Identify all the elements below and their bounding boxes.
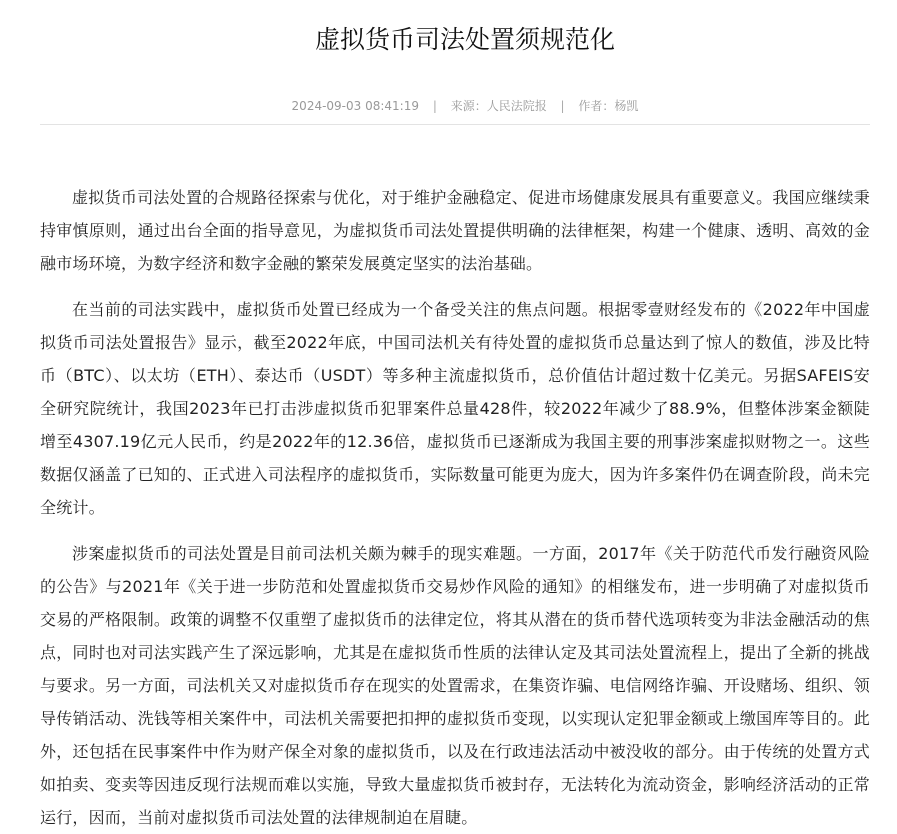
header-divider bbox=[40, 124, 870, 125]
article-author: 作者：杨凯 bbox=[578, 99, 639, 113]
paragraph: 虚拟货币司法处置的合规路径探索与优化，对于维护金融稳定、促进市场健康发展具有重要意义。我国应继续秉持审慎原则，通过出台全面的指导意见，为虚拟货币司法处置提供明确的法律框架，构建一个健康、透明、高效的金融市场环境，为数字经济和数字金融的繁荣发展奠定坚实的法治基础。 bbox=[40, 188, 870, 273]
article-source: 来源：人民法院报 bbox=[450, 99, 547, 113]
article bbox=[40, 0, 870, 834]
publish-datetime: 2024-09-03 08:41:19 bbox=[291, 99, 419, 113]
article-body bbox=[40, 181, 870, 834]
paragraph: 涉案虚拟货币的司法处置是目前司法机关颇为棘手的现实难题。一方面，2017年《关于防范代币发行融资风险的公告》与2021年《关于进一步防范和处置虚拟货币交易炒作风险的通知》的相继发布，进一步明确了对虚拟货币交易的严格限制。政策的调整不仅重塑了虚拟货币的法律定位，将其从潜在的货币替代选项转变为非法金融活动的焦点，同时也对司法实践产生了深远影响，尤其是在虚拟货币性质的法律认定及其司法处置流程上，提出了全新的挑战与要求。另一方面，司法机关又对虚拟货币存在现实的处置需求，在集资诈骗、电信网络诈骗、开设赌场、组织、领导传销活动、洗钱等相关案件中，司法机关需要把扣押的虚拟货币变现，以实现认定犯罪金额或上缴国库等目的。此外，还包括在民事案件中作为财产保全对象的虚拟货币，以及在行政违法活动中被没收的部分。由于传统的处置方式如拍卖、变卖等因违反现行法规而难以实施，导致大量虚拟货币被封存，无法转化为流动资金，影响经济活动的正常运行，因而，当前对虚拟货币司法处置的法律规制迫在眉睫。 bbox=[40, 544, 870, 827]
meta-separator: | bbox=[560, 99, 565, 113]
meta-separator: | bbox=[432, 99, 437, 113]
article-meta bbox=[40, 98, 870, 114]
article-title: 虚拟货币司法处置须规范化 bbox=[314, 25, 615, 54]
paragraph: 在当前的司法实践中，虚拟货币处置已经成为一个备受关注的焦点问题。根据零壹财经发布的《2022年中国虚拟货币司法处置报告》显示，截至2022年底，中国司法机关有待处置的虚拟货币总量达到了惊人的数值，涉及比特币（BTC）、以太坊（ETH）、泰达币（USDT）等多种主流虚拟货币，总价值估计超过数十亿美元。另据SAFEIS安全研究院统计，我国2023年已打击涉虚拟货币犯罪案件总量428件，较2022年减少了88.9%，但整体涉案金额陡增至4307.19亿元人民币，约是2022年的12.36倍，虚拟货币已逐渐成为我国主要的刑事涉案虚拟财物之一。这些数据仅涵盖了已知的、正式进入司法程序的虚拟货币，实际数量可能更为庞大，因为许多案件仍在调查阶段，尚未完全统计。 bbox=[40, 300, 870, 517]
